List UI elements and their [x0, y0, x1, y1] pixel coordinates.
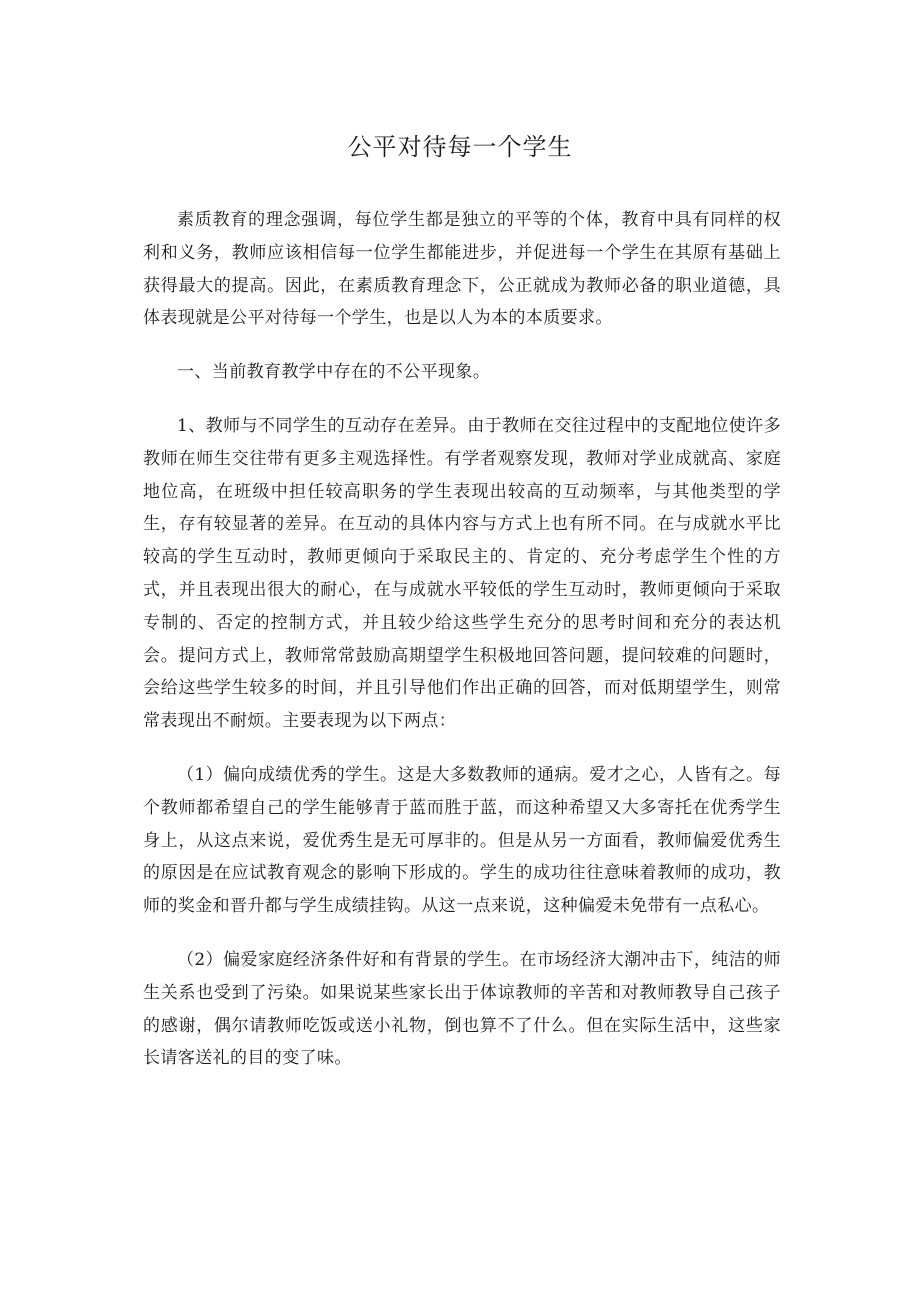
section-heading-1: 一、当前教育教学中存在的不公平现象。 [177, 362, 491, 383]
paragraph-subpoint-1: （1）偏向成绩优秀的学生。这是大多数教师的通病。爱才之心，人皆有之。每个教师都希望自己的学生能够青于蓝而胜于蓝，而这种希望又大多寄托在优秀学生身上，从这点来说，爱优秀生是无可厚非的。但是从另一方面看，教师偏爱优秀生的原因是在应试教育观念的影响下形成的。学生的成功往往意味着教师的成功，教师的奖金和晋升都与学生成绩挂钩。从这一点来说，这种偏爱未免带有一点私心。 [143, 764, 781, 917]
paragraph-point-1: 1、教师与不同学生的互动存在差异。由于教师在交往过程中的支配地位使许多教师在师生交往带有更多主观选择性。有学者观察发现，教师对学业成就高、家庭地位高，在班级中担任较高职务的学生表现出较高的互动频率，与其他类型的学生，存有较显著的差异。在互动的具体内容与方式上也有所不同。在与成就水平比较高的学生互动时，教师更倾向于采取民主的、肯定的、充分考虑学生个性的方式，并且表现出很大的耐心，在与成就水平较低的学生互动时，教师更倾向于采取专制的、否定的控制方式，并且较少给这些学生充分的思考时间和充分的表达机会。提问方式上，教师常常鼓励高期望学生积极地回答问题，提问较难的问题时，会给这些学生较多的时间，并且引导他们作出正确的回答，而对低期望学生，则常常表现出不耐烦。主要表现为以下两点： [143, 415, 781, 732]
paragraph-intro: 素质教育的理念强调，每位学生都是独立的平等的个体，教育中具有同样的权利和义务，教师应该相信每一位学生都能进步，并促进每一个学生在其原有基础上获得最大的提高。因此，在素质教育理念下，公正就成为教师必备的职业道德，具体表现就是公平对待每一个学生，也是以人为本的本质要求。 [143, 210, 781, 329]
paragraph-subpoint-2: （2）偏爱家庭经济条件好和有背景的学生。在市场经济大潮冲击下，纯洁的师生关系也受到了污染。如果说某些家长出于体谅教师的辛苦和对教师教导自己孩子的感谢，偶尔请教师吃饭或送小礼物，倒也算不了什么。但在实际生活中，这些家长请客送礼的目的变了味。 [143, 949, 781, 1069]
document-body [143, 204, 781, 1075]
document-title: 公平对待每一个学生 [347, 133, 573, 161]
